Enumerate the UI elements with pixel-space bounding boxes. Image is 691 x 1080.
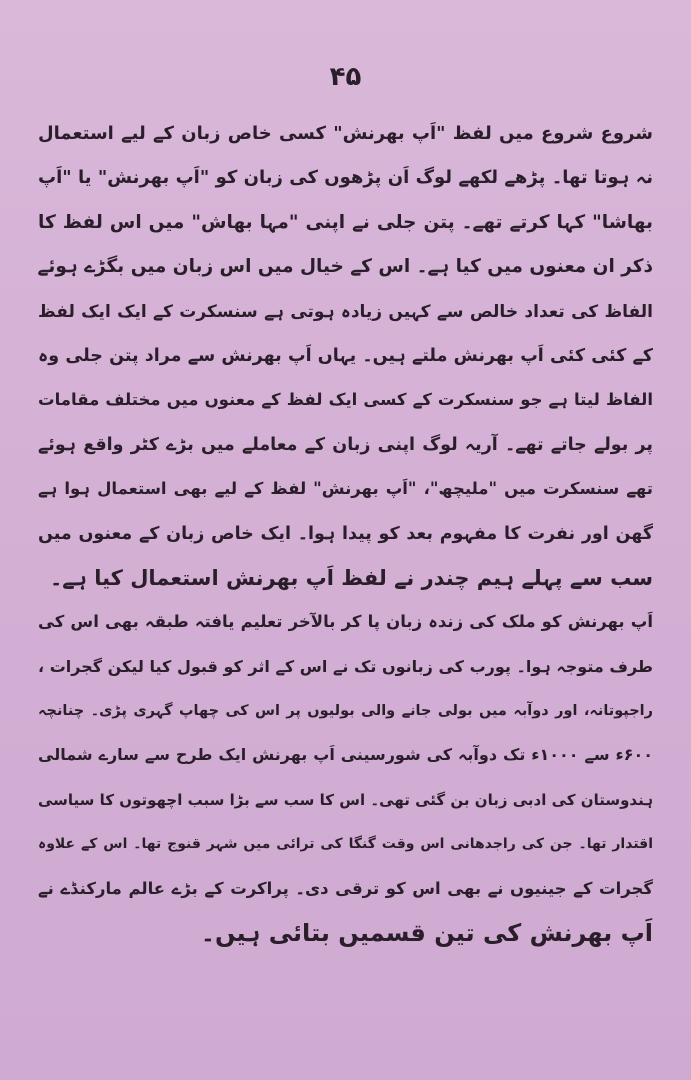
page-body-text: [38, 112, 653, 955]
text-line-5: الفاظ کی تعداد خالص سے کہیں زیادہ ہوتی ہے سنسکرت کے ایک ایک لفظ: [38, 301, 653, 322]
text-line-3: بھاشا" کہا کرتے تھے۔ پتن جلی نے اپنی "مہا بھاش" میں اس لفظ کا: [38, 211, 653, 233]
text-line-17: اقتدار تھا۔ جن کی راجدھانی اس وقت گنگا کی ترائی میں شہر قنوج تھا۔ اس کے علاوہ: [38, 836, 653, 853]
text-line-14: راجپوتانہ، اور دوآبہ میں بولی جانے والی بولیوں پر اس کی چھاپ گہری پڑی۔ چنانچہ: [38, 703, 653, 720]
text-line-12: اَپ بھرنش کو ملک کی زندہ زبان پا کر بالآخر تعلیم یافتہ طبقہ بھی اس کی: [38, 612, 653, 632]
text-line-9: تھے سنسکرت میں "ملیچھ"، "اَپ بھرنش" لفظ کے لیے بھی استعمال ہوا ہے: [38, 479, 653, 499]
text-line-2: نہ ہوتا تھا۔ پڑھے لکھے لوگ اَن پڑھوں کی زبان کو "اَپ بھرنش" یا "اَپ: [38, 167, 653, 189]
page-number: ۴۵: [329, 62, 362, 92]
text-line-18: گجرات کے جینیوں نے بھی اس کو ترقی دی۔ پراکرت کے بڑے عالم مارکنڈے نے: [38, 878, 653, 898]
text-line-6: کے کئی کئی اَپ بھرنش ملتے ہیں۔ یہاں اَپ بھرنش سے مراد پتن جلی وہ: [38, 345, 653, 366]
text-line-15: ۶۰۰ء سے ۱۰۰۰ء تک دوآبہ کی شورسینی اَپ بھرنش ایک طرح سے سارے شمالی: [38, 745, 653, 765]
text-line-1: شروع شروع میں لفظ "اَپ بھرنش" کسی خاص زبان کے لیے استعمال: [38, 123, 653, 144]
text-line-11: سب سے پہلے ہیم چندر نے لفظ اَپ بھرنش استعمال کیا ہے۔: [49, 565, 653, 590]
text-line-13: طرف متوجہ ہوا۔ پورب کی زبانوں تک نے اس کے اثر کو قبول کیا لیکن گجرات ،: [38, 656, 653, 676]
text-line-7: الفاظ لیتا ہے جو سنسکرت کے کسی ایک لفظ کے معنوں میں مختلف مقامات: [38, 390, 653, 410]
text-line-10: گھن اور نفرت کا مفہوم بعد کو پیدا ہوا۔ ایک خاص زبان کے معنوں میں: [38, 523, 653, 544]
text-line-8: پر بولے جاتے تھے۔ آریہ لوگ اپنی زبان کے معاملے میں بڑے کٹر واقع ہوئے: [38, 434, 653, 455]
text-line-4: ذکر ان معنوں میں کیا ہے۔ اس کے خیال میں اس زبان میں بگڑے ہوئے: [38, 256, 653, 278]
text-line-19: اَپ بھرنش کی تین قسمیں بتائی ہیں۔: [200, 919, 653, 948]
text-line-16: ہندوستان کی ادبی زبان بن گئی تھی۔ اس کا سب سے بڑا سبب اچھوتوں کا سیاسی: [38, 790, 653, 809]
